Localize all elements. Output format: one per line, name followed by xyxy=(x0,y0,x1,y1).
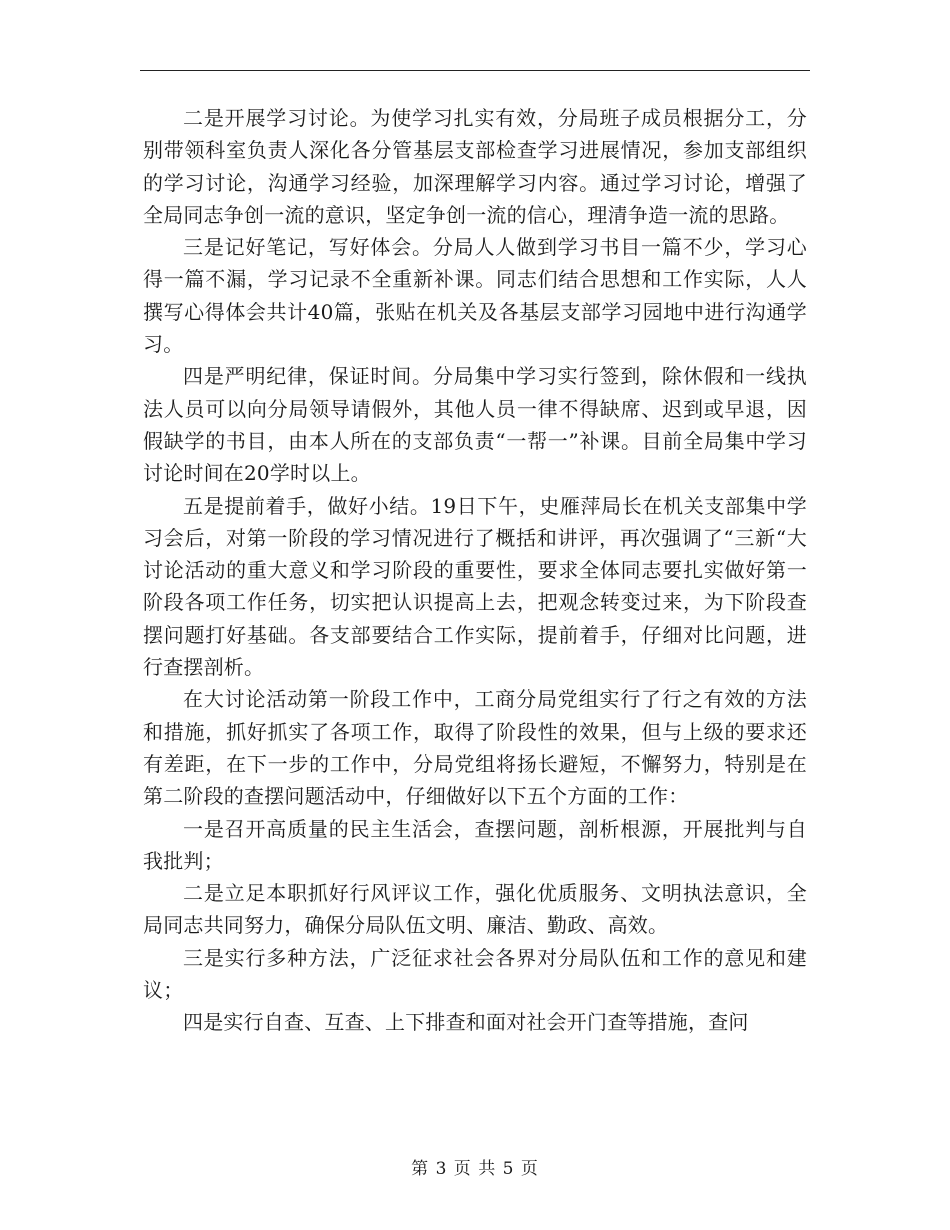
page-number: 第 3 页 共 5 页 xyxy=(411,1159,539,1179)
paragraph-2: 三是记好笔记，写好体会。分局人人做到学习书目一篇不少，学习心得一篇不漏，学习记录不全重新补课。同志们结合思想和工作实际，人人撰写心得体会共计40篇，张贴在机关及各基层支部学习园地中进行沟通学习。 xyxy=(143,235,807,357)
header-rule xyxy=(140,70,810,71)
paragraph-8: 三是实行多种方法，广泛征求社会各界对分局队伍和工作的意见和建议； xyxy=(143,945,807,1003)
paragraph-6: 一是召开高质量的民主生活会，查摆问题，剖析根源，开展批判与自我批判； xyxy=(143,816,807,873)
paragraph-7: 二是立足本职抓好行风评议工作，强化优质服务、文明执法意识，全局同志共同努力，确保分局队伍文明、廉洁、勤政、高效。 xyxy=(143,881,807,938)
paragraph-3: 四是严明纪律，保证时间。分局集中学习实行签到，除休假和一线执法人员可以向分局领导请假外，其他人员一律不得缺席、迟到或早退，因假缺学的书目，由本人所在的支部负责“一帮一”补课。目前全局集中学习讨论时间在20学时以上。 xyxy=(143,364,807,486)
paragraph-4: 五是提前着手，做好小结。19日下午，史雁萍局长在机关支部集中学习会后，对第一阶段的学习情况进行了概括和讲评，再次强调了“三新“大讨论活动的重大意义和学习阶段的重要性，要求全体同志要扎实做好第一阶段各项工作任务，切实把认识提高上去，把观念转变过来，为下阶段查摆问题打好基础。各支部要结合工作实际，提前着手，仔细对比问题，进行查摆剖析。 xyxy=(143,493,807,680)
paragraph-1: 二是开展学习讨论。为使学习扎实有效，分局班子成员根据分工，分别带领科室负责人深化各分管基层支部检查学习进展情况，参加支部组织的学习讨论，沟通学习经验，加深理解学习内容。通过学习讨论，增强了全局同志争创一流的意识，坚定争创一流的信心，理清争造一流的思路。 xyxy=(143,106,807,227)
document-body xyxy=(143,102,807,1039)
paragraph-5: 在大讨论活动第一阶段工作中，工商分局党组实行了行之有效的方法和措施，抓好抓实了各项工作，取得了阶段性的效果，但与上级的要求还有差距，在下一步的工作中，分局党组将扬长避短，不懈努力，特别是在第二阶段的查摆问题活动中，仔细做好以下五个方面的工作： xyxy=(143,687,807,809)
paragraph-9: 四是实行自查、互查、上下排查和面对社会开门查等措施，查问 xyxy=(183,1010,749,1035)
